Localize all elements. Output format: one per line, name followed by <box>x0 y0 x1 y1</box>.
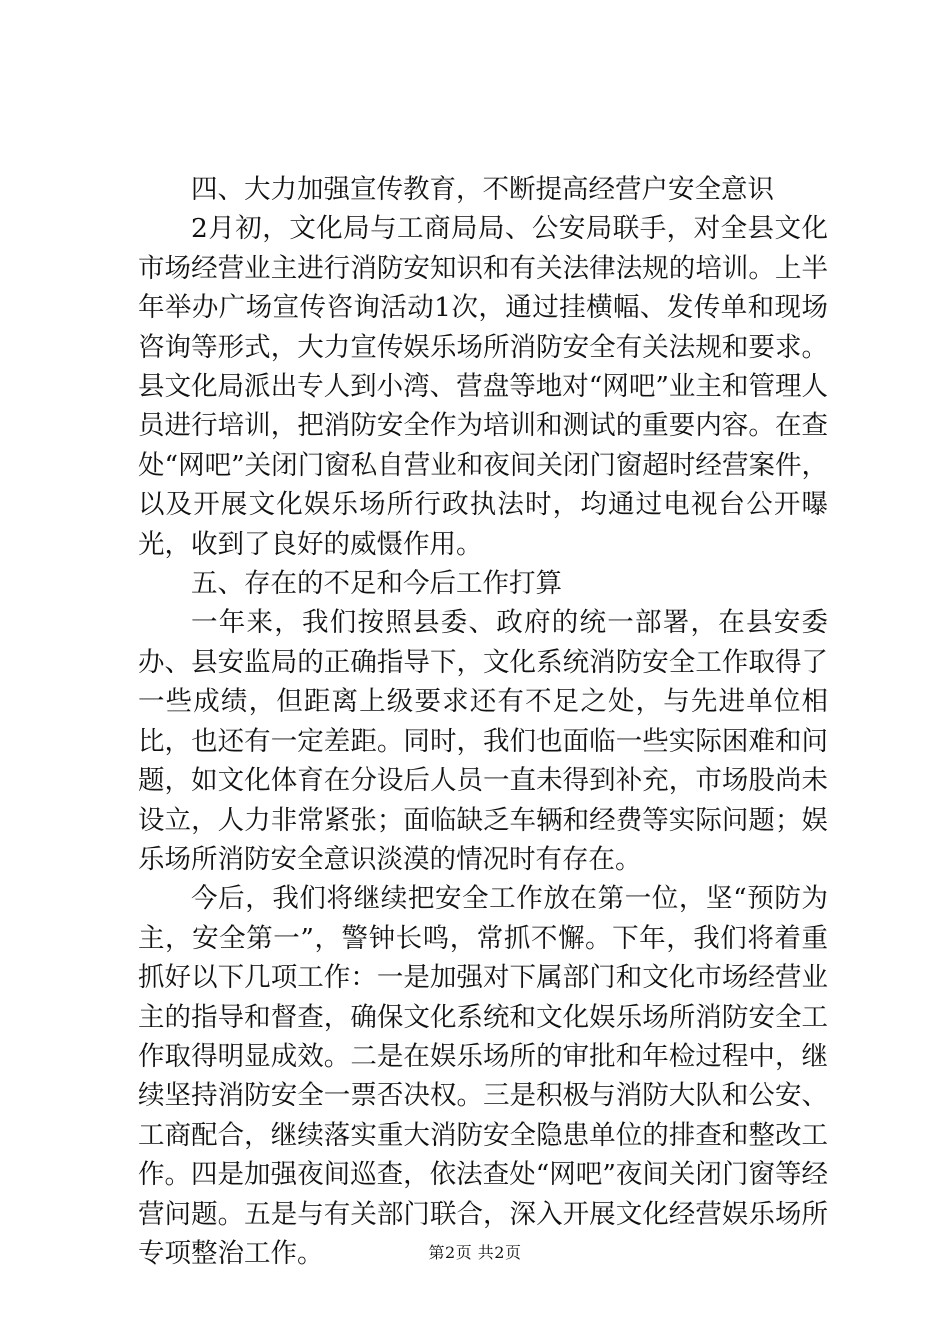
document-body <box>138 170 828 1273</box>
paragraph-shortcomings: 一年来，我们按照县委、政府的统一部署，在县安委办、县安监局的正确指导下，文化系统消防安全工作取得了一些成绩，但距离上级要求还有不足之处，与先进单位相比，也还有一定差距。同时，我们也面临一些实际困难和问题，如文化体育在分设后人员一直未得到补充，市场股尚未设立，人力非常紧张；面临缺乏车辆和经费等实际问题；娱乐场所消防安全意识淡漠的情况时有存在。 <box>138 607 828 875</box>
section-heading-5: 五、存在的不足和今后工作打算 <box>191 568 562 600</box>
section-heading-4: 四、大力加强宣传教育，不断提高经营户安全意识 <box>191 174 774 205</box>
paragraph-future-work: 今后，我们将继续把安全工作放在第一位，坚“预防为主，安全第一”，警钟长鸣，常抓不懈。下年，我们将着重抓好以下几项工作：一是加强对下属部门和文化市场经营业主的指导和督查，确保文化系统和文化娱乐场所消防安全工作取得明显成效。二是在娱乐场所的审批和年检过程中，继续坚持消防安全一票否决权。三是积极与消防大队和公安、工商配合，继续落实重大消防安全隐患单位的排查和整改工作。四是加强夜间巡查，依法查处“网吧”夜间关闭门窗等经营问题。五是与有关部门联合，深入开展文化经营娱乐场所专项整治工作。 <box>138 883 828 1269</box>
paragraph-publicity-education: 2月初，文化局与工商局局、公安局联手，对全县文化市场经营业主进行消防安知识和有关法律法规的培训。上半年举办广场宣传咨询活动1次，通过挂横幅、发传单和现场咨询等形式，大力宣传娱乐场所消防安全有关法规和要求。县文化局派出专人到小湾、营盘等地对“网吧”业主和管理人员进行培训，把消防安全作为培训和测试的重要内容。在查处“网吧”关闭门窗私自营业和夜间关闭门窗超时经营案件，以及开展文化娱乐场所行政执法时，均通过电视台公开曝光，收到了良好的威慑作用。 <box>138 213 828 560</box>
page-number-footer: 第2页 共2页 <box>428 1243 522 1262</box>
